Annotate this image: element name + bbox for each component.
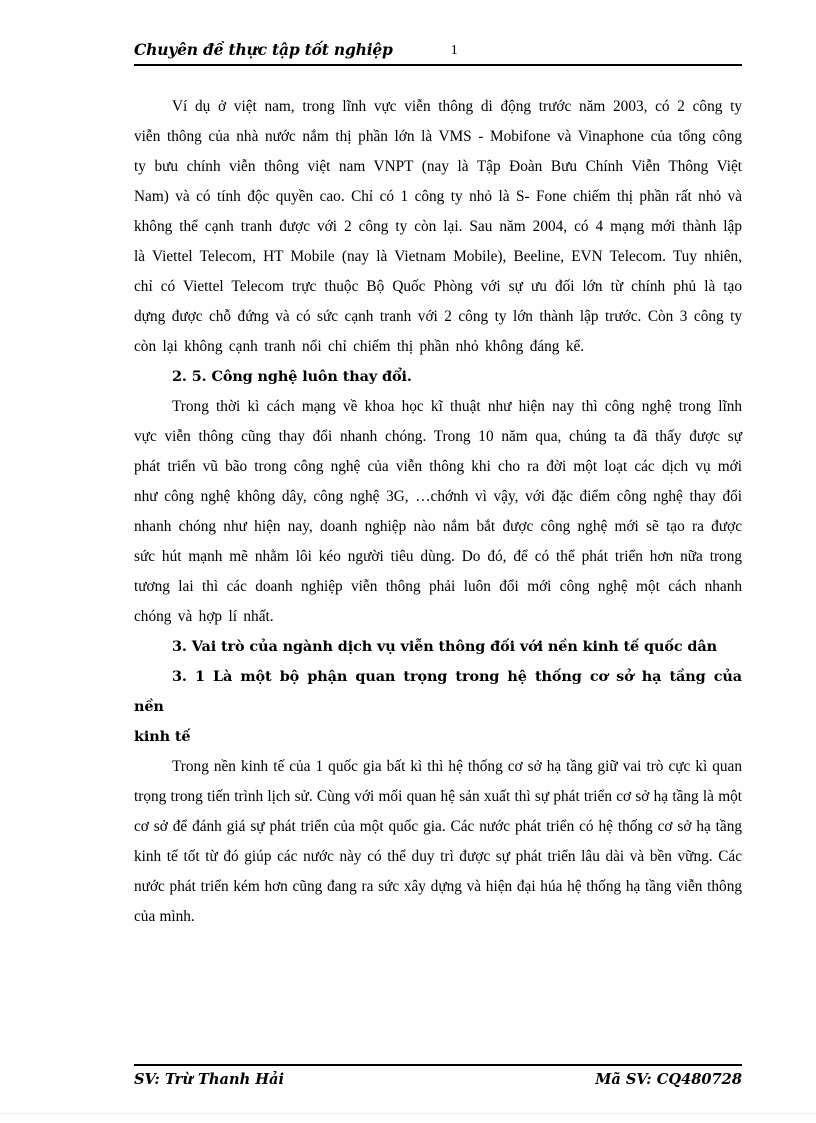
paragraph-2: Trong thời kì cách mạng về khoa học kĩ thuật như hiện nay thì công nghệ trong lĩnh vực viễn thông cũng thay đổi nhanh chóng. Trong 10 năm qua, chúng ta đã thấy được sự phát triển vũ bão trong công nghệ của viễn thông khi cho ra đời một loạt các dịch vụ mới như công nghệ không dây, công nghệ 3G, …chớnh vì vậy, với đặc điểm công nghệ thay đổi nhanh chóng như hiện nay, doanh nghiệp nào nắm bắt được công nghệ mới sẽ tạo ra được sức hút mạnh mẽ nhằm lôi kéo người tiêu dùng. Do đó, để có thể phát triển hơn nữa trong tương lai thì các doanh nghiệp viễn thông phải luôn đổi mới công nghệ một cách nhanh chóng và hợp lí nhất. bbox=[134, 398, 742, 625]
scan-artifact-line bbox=[0, 1113, 816, 1114]
header-page-number: 1 bbox=[450, 43, 458, 58]
footer-divider bbox=[134, 1064, 742, 1066]
heading-3-1: 3. 1 Là một bộ phận quan trọng trong hệ thống cơ sở hạ tầng của nền bbox=[134, 668, 742, 715]
paragraph-3: Trong nền kinh tế của 1 quốc gia bất kì thì hệ thống cơ sở hạ tầng giữ vai trò cực kì quan trọng trong tiến trình lịch sử. Cùng với mối quan hệ sản xuất thì sự phát triển cơ sở hạ tầng là một cơ sở để đánh giá sự phát triển của một quốc gia. Các nước phát triển có hệ thống cơ sở hạ tầng kinh tế tốt từ đó giúp các nước này có thể duy trì được sự phát triển lâu dài và bền vững. Các nước phát triển kém hơn cũng đang ra sức xây dựng và hiện đại húa hệ thống hạ tầng viễn thông của mình. bbox=[134, 758, 742, 925]
header-divider bbox=[134, 64, 742, 66]
heading-2-5: 2. 5. Công nghệ luôn thay đổi. bbox=[172, 368, 412, 385]
page-header bbox=[134, 40, 742, 61]
document-body bbox=[134, 92, 742, 932]
footer-student-id: Mã SV: CQ480728 bbox=[595, 1071, 742, 1088]
footer-author: SV: Trừ Thanh Hải bbox=[134, 1071, 285, 1088]
heading-3-1-continuation: kinh tế bbox=[134, 728, 191, 745]
header-title: Chuyên đề thực tập tốt nghiệp bbox=[134, 40, 393, 59]
paragraph-1: Ví dụ ở việt nam, trong lĩnh vực viễn thông di động trước năm 2003, có 2 công ty viễn thông của nhà nước nắm thị phần lớn là VMS - Mobifone và Vinaphone của tổng công ty bưu chính viễn thông việt nam VNPT (nay là Tập Đoàn Bưu Chính Viễn Thông Việt Nam) và có tính độc quyền cao. Chỉ có 1 công ty nhỏ là S- Fone chiếm thị phần rất nhỏ và không thể cạnh tranh được với 2 công ty còn lại. Sau năm 2004, có 4 mạng mới thành lập là Viettel Telecom, HT Mobile (nay là Vietnam Mobile), Beeline, EVN Telecom. Tuy nhiên, chỉ có Viettel Telecom trực thuộc Bộ Quốc Phòng với sự ưu đối lớn từ chính phủ là tạo dựng được chỗ đứng và có sức cạnh tranh với 2 công ty lớn thành lập trước. Còn 3 công ty còn lại không cạnh tranh nổi chỉ chiếm thị phần nhỏ không đáng kể. bbox=[134, 98, 742, 355]
page-footer bbox=[134, 1064, 742, 1088]
page-content bbox=[134, 40, 742, 932]
heading-3: 3. Vai trò của ngành dịch vụ viễn thông đối với nền kinh tế quốc dân bbox=[172, 638, 717, 655]
